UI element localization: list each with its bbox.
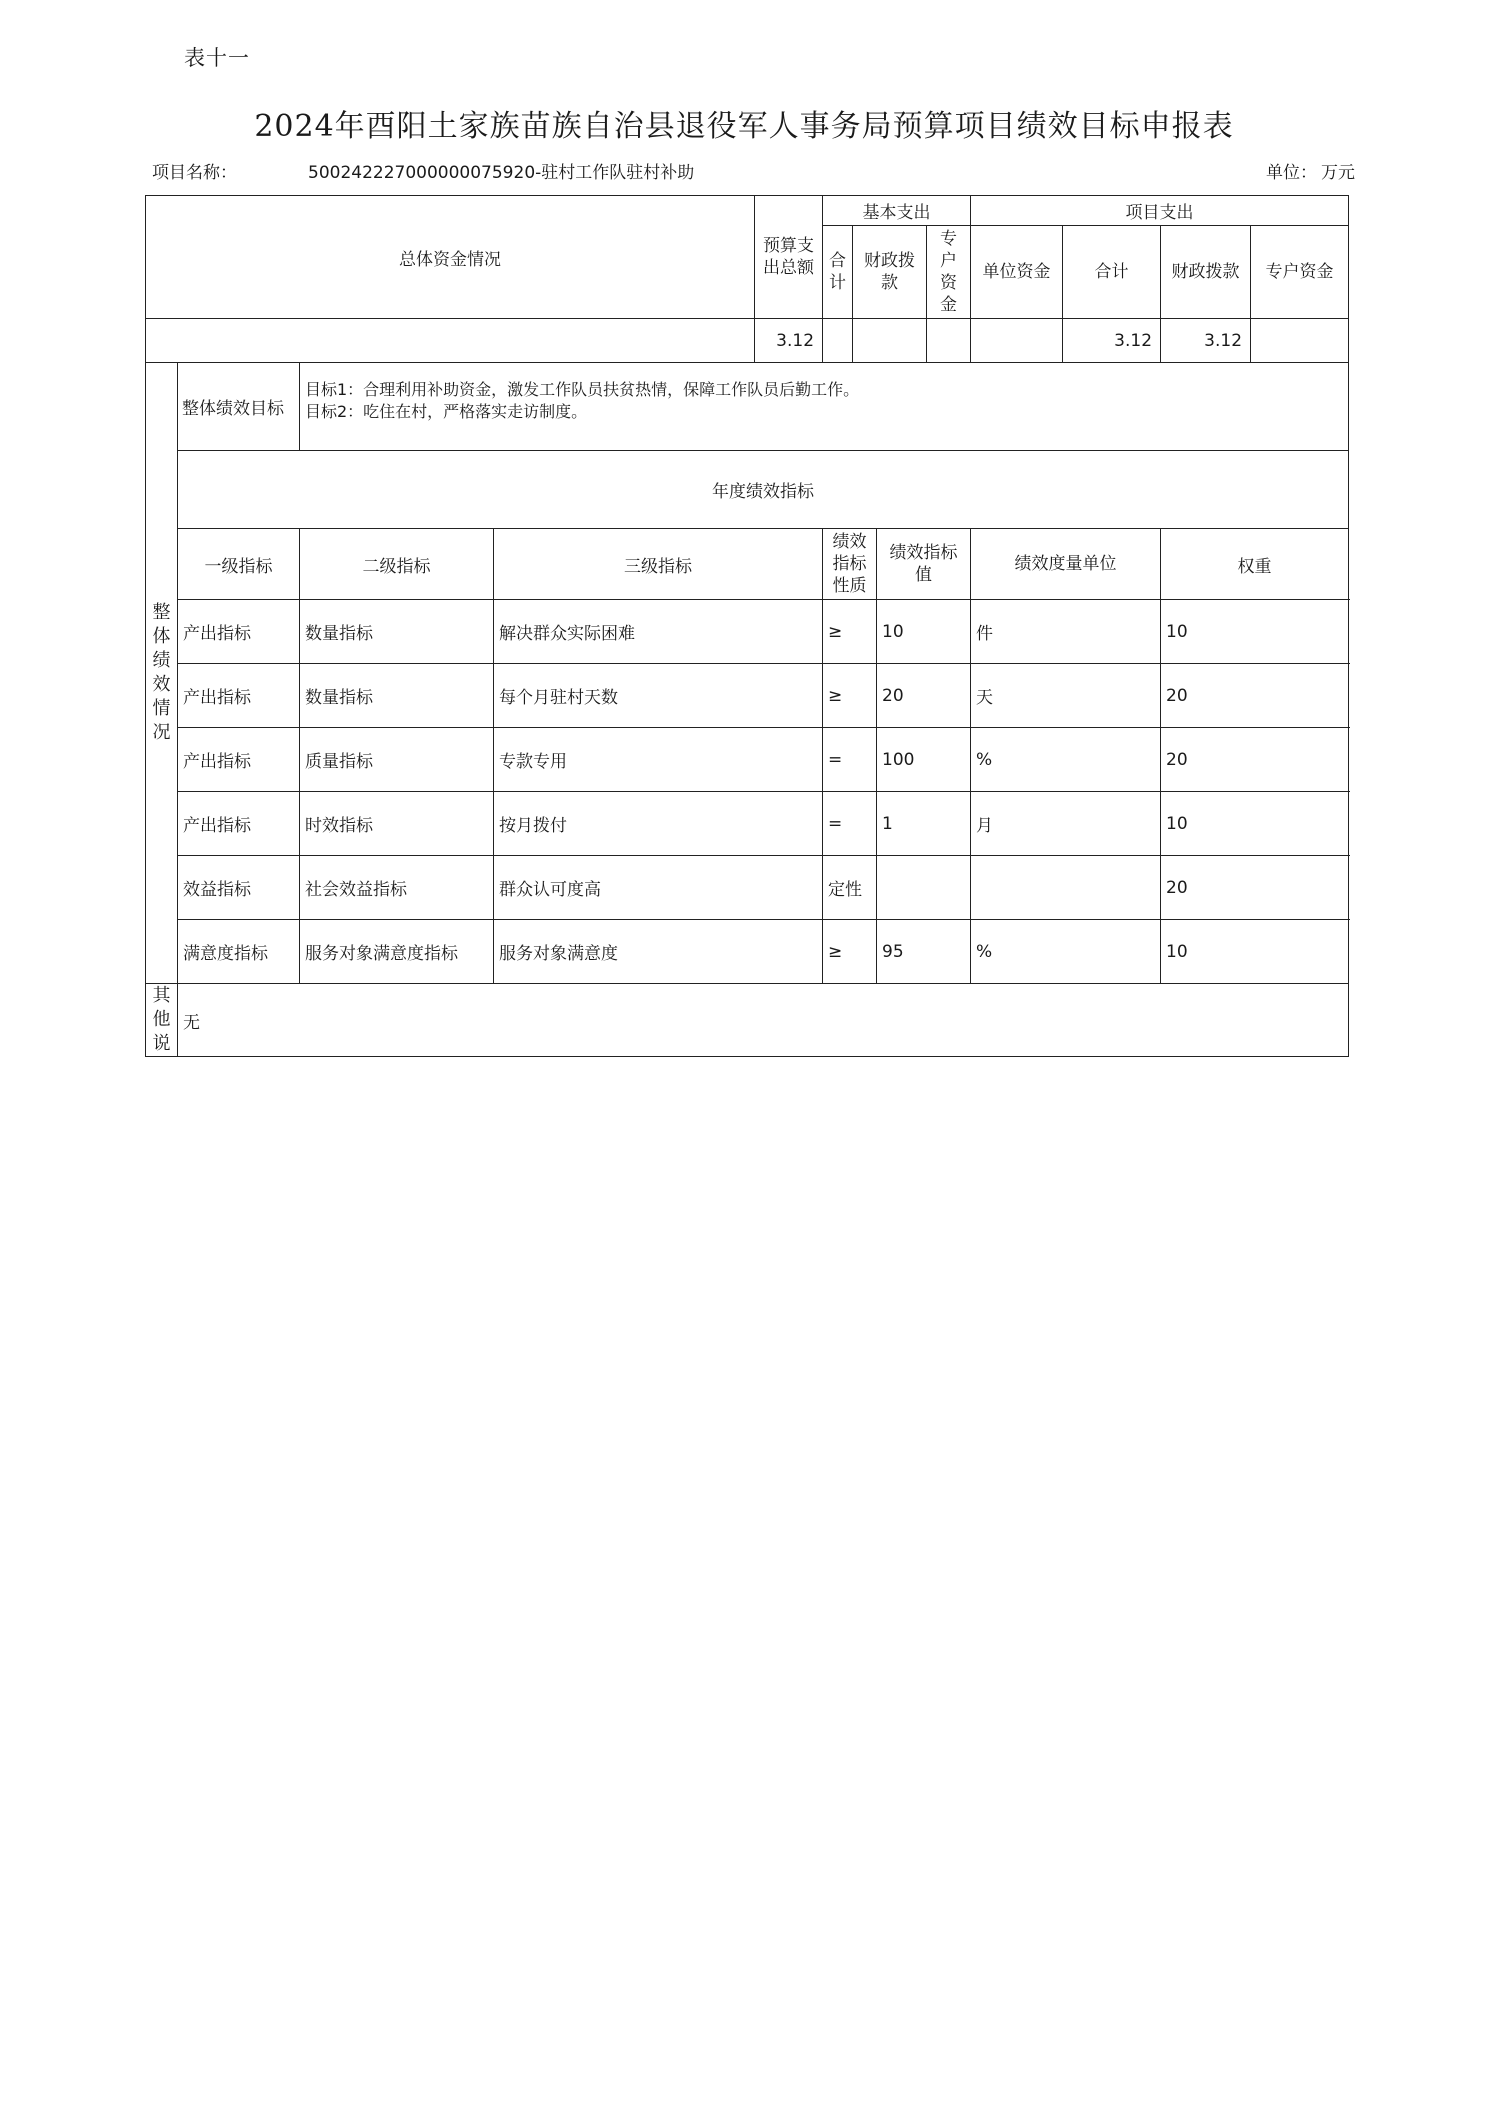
indicator-level1: 效益指标 xyxy=(178,856,300,920)
indicator-level3: 每个月驻村天数 xyxy=(494,664,823,728)
basic-fiscal-header: 财政拨款 xyxy=(853,226,927,319)
table-row xyxy=(146,856,1349,920)
annual-indicators-label: 年度绩效指标 xyxy=(178,451,1349,529)
level1-header: 一级指标 xyxy=(178,529,300,600)
indicator-nature: = xyxy=(823,728,877,792)
basic-special-header: 专户资金 xyxy=(927,226,971,319)
project-total-header: 合计 xyxy=(1063,226,1161,319)
funds-header-row-1 xyxy=(146,196,1349,226)
project-name-label: 项目名称： xyxy=(152,163,237,183)
indicator-level2: 社会效益指标 xyxy=(300,856,494,920)
indicator-value: 95 xyxy=(877,920,971,984)
indicator-nature: ≥ xyxy=(823,920,877,984)
project-fiscal-value: 3.12 xyxy=(1161,319,1251,363)
project-special-value xyxy=(1251,319,1349,363)
unit-label: 单位： xyxy=(1266,163,1317,183)
indicator-nature: ≥ xyxy=(823,600,877,664)
goal-item: 目标1：合理利用补助资金，激发工作队员扶贫热情，保障工作队员后勤工作。 xyxy=(305,380,860,399)
indicator-value: 10 xyxy=(877,600,971,664)
indicator-level3: 按月拨付 xyxy=(494,792,823,856)
indicator-level2: 质量指标 xyxy=(300,728,494,792)
value-header: 绩效指标值 xyxy=(877,529,971,600)
funds-values-blank xyxy=(146,319,755,363)
indicator-nature: = xyxy=(823,792,877,856)
indicator-level3: 专款专用 xyxy=(494,728,823,792)
funds-values-row xyxy=(146,319,1349,363)
indicator-level1: 产出指标 xyxy=(178,664,300,728)
table-row xyxy=(146,792,1349,856)
basic-expenditure-header: 基本支出 xyxy=(823,196,971,226)
indicator-unit: 月 xyxy=(971,792,1161,856)
indicator-level2: 数量指标 xyxy=(300,664,494,728)
indicator-header-row xyxy=(146,529,1349,600)
indicator-unit: % xyxy=(971,728,1161,792)
other-notes-row xyxy=(146,984,1349,1057)
basic-total-value xyxy=(823,319,853,363)
basic-special-value xyxy=(927,319,971,363)
indicator-level1: 满意度指标 xyxy=(178,920,300,984)
overall-goal-text xyxy=(300,363,1349,451)
overall-goal-label: 整体绩效目标 xyxy=(178,363,300,451)
indicator-level3: 群众认可度高 xyxy=(494,856,823,920)
indicator-unit: % xyxy=(971,920,1161,984)
project-name-value: 500242227000000075920-驻村工作队驻村补助 xyxy=(308,163,695,183)
indicator-value: 1 xyxy=(877,792,971,856)
indicator-level3: 服务对象满意度 xyxy=(494,920,823,984)
indicator-weight: 10 xyxy=(1161,920,1349,984)
table-row xyxy=(146,920,1349,984)
nature-header: 绩效指标性质 xyxy=(823,529,877,600)
project-expenditure-header: 项目支出 xyxy=(971,196,1349,226)
basic-total-header: 合计 xyxy=(823,226,853,319)
weight-header: 权重 xyxy=(1161,529,1349,600)
level3-header: 三级指标 xyxy=(494,529,823,600)
indicator-level1: 产出指标 xyxy=(178,792,300,856)
indicator-unit: 件 xyxy=(971,600,1161,664)
project-special-header: 专户资金 xyxy=(1251,226,1349,319)
table-row xyxy=(146,600,1349,664)
budget-total-value: 3.12 xyxy=(755,319,823,363)
table-row xyxy=(146,664,1349,728)
indicator-weight: 10 xyxy=(1161,792,1349,856)
funds-section-label: 总体资金情况 xyxy=(146,196,755,319)
indicator-value xyxy=(877,856,971,920)
basic-unit-header: 单位资金 xyxy=(971,226,1063,319)
indicator-level1: 产出指标 xyxy=(178,728,300,792)
basic-fiscal-value xyxy=(853,319,927,363)
project-fiscal-header: 财政拨款 xyxy=(1161,226,1251,319)
annual-indicators-row xyxy=(146,451,1349,529)
indicator-nature: 定性 xyxy=(823,856,877,920)
overall-performance-side-label: 整体绩效情况 xyxy=(146,363,178,984)
indicator-value: 20 xyxy=(877,664,971,728)
other-notes-value: 无 xyxy=(178,984,1349,1057)
other-notes-label: 其他说 xyxy=(146,984,178,1057)
indicator-weight: 20 xyxy=(1161,664,1349,728)
unit-value: 万元 xyxy=(1321,163,1355,183)
page-title: 2024年酉阳土家族苗族自治县退役军人事务局预算项目绩效目标申报表 xyxy=(254,109,1234,144)
indicator-level3: 解决群众实际困难 xyxy=(494,600,823,664)
indicator-weight: 20 xyxy=(1161,728,1349,792)
indicator-nature: ≥ xyxy=(823,664,877,728)
performance-report-table xyxy=(145,195,1349,1057)
basic-unit-value xyxy=(971,319,1063,363)
overall-goal-row xyxy=(146,363,1349,451)
indicator-weight: 20 xyxy=(1161,856,1349,920)
goal-item: 目标2：吃住在村，严格落实走访制度。 xyxy=(305,402,588,421)
indicator-unit xyxy=(971,856,1161,920)
form-number: 表十一 xyxy=(184,46,250,70)
level2-header: 二级指标 xyxy=(300,529,494,600)
indicator-weight: 10 xyxy=(1161,600,1349,664)
unit-indicator xyxy=(1262,158,1355,183)
indicator-level2: 数量指标 xyxy=(300,600,494,664)
table-row xyxy=(146,728,1349,792)
project-total-value: 3.12 xyxy=(1063,319,1161,363)
indicator-level2: 时效指标 xyxy=(300,792,494,856)
indicator-unit: 天 xyxy=(971,664,1161,728)
indicator-value: 100 xyxy=(877,728,971,792)
indicator-level1: 产出指标 xyxy=(178,600,300,664)
budget-total-header: 预算支出总额 xyxy=(755,196,823,319)
unit-header: 绩效度量单位 xyxy=(971,529,1161,600)
indicator-level2: 服务对象满意度指标 xyxy=(300,920,494,984)
